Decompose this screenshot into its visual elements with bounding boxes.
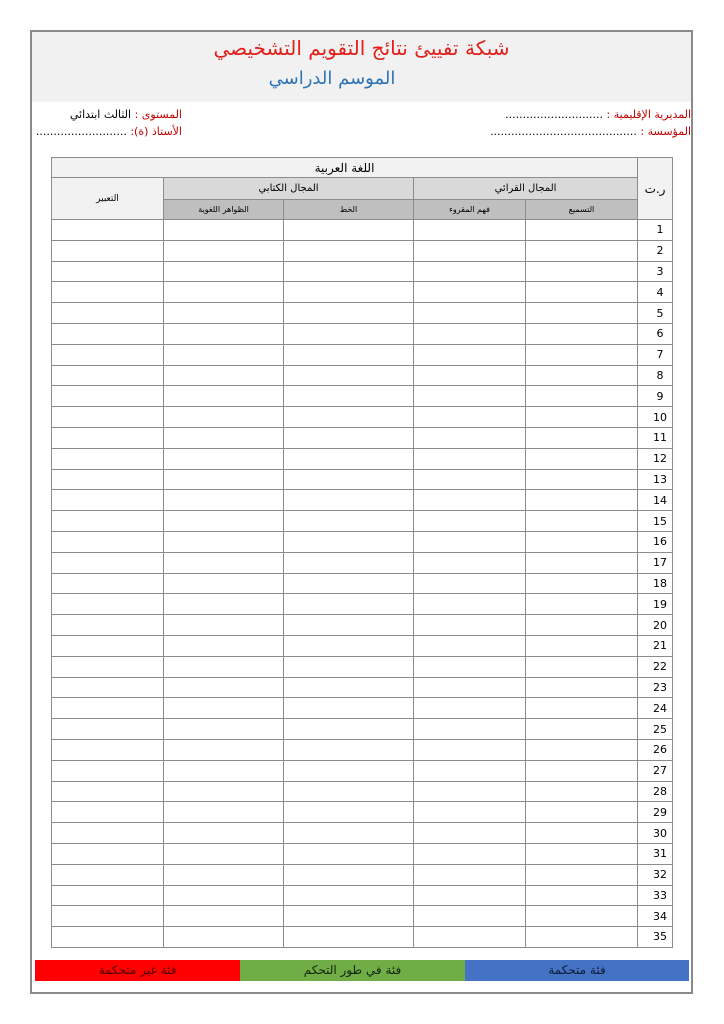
grade-cell[interactable]	[164, 427, 284, 448]
table-row	[52, 323, 673, 344]
table-row	[52, 843, 673, 864]
row-number: 23	[638, 677, 673, 698]
row-number: 13	[638, 469, 673, 490]
grade-cell[interactable]	[52, 802, 164, 823]
grade-cell[interactable]	[164, 864, 284, 885]
grade-cell[interactable]	[526, 906, 638, 927]
grade-cell[interactable]	[526, 927, 638, 948]
row-number: 14	[638, 490, 673, 511]
grade-cell[interactable]	[52, 511, 164, 532]
table-row	[52, 282, 673, 303]
row-number: 21	[638, 635, 673, 656]
row-number: 29	[638, 802, 673, 823]
grade-cell[interactable]	[526, 615, 638, 636]
row-number: 10	[638, 407, 673, 428]
row-number-header: ر.ت	[638, 158, 673, 220]
skill-header-recitation: التسميع	[526, 200, 638, 220]
grade-cell[interactable]	[414, 615, 526, 636]
grade-cell[interactable]	[526, 677, 638, 698]
grade-cell[interactable]	[284, 552, 414, 573]
grade-cell[interactable]	[52, 781, 164, 802]
institution-value: ..........................................	[490, 125, 637, 138]
teacher-label: الأستاذ (ة):	[126, 125, 182, 138]
table-row	[52, 760, 673, 781]
grade-cell[interactable]	[414, 220, 526, 241]
grade-cell[interactable]	[52, 739, 164, 760]
table-row	[52, 635, 673, 656]
legend-in-progress: فئة في طور التحكم	[240, 960, 465, 981]
grade-cell[interactable]	[284, 698, 414, 719]
grade-cell[interactable]	[284, 448, 414, 469]
table-row	[52, 719, 673, 740]
grade-cell[interactable]	[526, 635, 638, 656]
grade-cell[interactable]	[284, 407, 414, 428]
row-number: 17	[638, 552, 673, 573]
row-number: 19	[638, 594, 673, 615]
grade-cell[interactable]	[526, 282, 638, 303]
grade-cell[interactable]	[414, 282, 526, 303]
grade-cell[interactable]	[414, 240, 526, 261]
expression-header: التعبير	[52, 178, 164, 220]
subject-header: اللغة العربية	[52, 158, 638, 178]
table-row	[52, 261, 673, 282]
grade-cell[interactable]	[284, 240, 414, 261]
row-number: 35	[638, 927, 673, 948]
grade-cell[interactable]	[414, 407, 526, 428]
results-table	[51, 157, 673, 948]
grade-cell[interactable]	[52, 240, 164, 261]
grade-cell[interactable]	[164, 594, 284, 615]
grade-cell[interactable]	[414, 843, 526, 864]
row-number: 28	[638, 781, 673, 802]
table-row	[52, 656, 673, 677]
legend	[35, 960, 689, 981]
grade-cell[interactable]	[414, 760, 526, 781]
legend-not-mastered: فئة غير متحكمة	[35, 960, 240, 981]
table-row	[52, 615, 673, 636]
directorate-field	[505, 108, 691, 121]
grade-cell[interactable]	[526, 739, 638, 760]
table-row	[52, 531, 673, 552]
row-number: 9	[638, 386, 673, 407]
row-number: 25	[638, 719, 673, 740]
grade-cell[interactable]	[414, 573, 526, 594]
row-number: 20	[638, 615, 673, 636]
grade-cell[interactable]	[284, 427, 414, 448]
grade-cell[interactable]	[284, 677, 414, 698]
row-number: 34	[638, 906, 673, 927]
grade-cell[interactable]	[414, 261, 526, 282]
grade-cell[interactable]	[52, 885, 164, 906]
grade-cell[interactable]	[164, 282, 284, 303]
grade-cell[interactable]	[52, 864, 164, 885]
grade-cell[interactable]	[284, 469, 414, 490]
table-row	[52, 802, 673, 823]
grade-cell[interactable]	[164, 781, 284, 802]
grade-cell[interactable]	[414, 927, 526, 948]
table-row	[52, 220, 673, 241]
institution-label: المؤسسة :	[636, 125, 691, 138]
grade-cell[interactable]	[414, 448, 526, 469]
table-row	[52, 407, 673, 428]
grade-cell[interactable]	[164, 344, 284, 365]
grade-cell[interactable]	[414, 531, 526, 552]
grade-cell[interactable]	[414, 802, 526, 823]
grade-cell[interactable]	[526, 469, 638, 490]
row-number: 7	[638, 344, 673, 365]
grade-cell[interactable]	[164, 490, 284, 511]
grade-cell[interactable]	[52, 531, 164, 552]
grade-cell[interactable]	[414, 698, 526, 719]
teacher-value: ..........................	[35, 125, 127, 138]
grade-cell[interactable]	[414, 386, 526, 407]
table-row	[52, 594, 673, 615]
grade-cell[interactable]	[52, 344, 164, 365]
grade-cell[interactable]	[52, 615, 164, 636]
grade-cell[interactable]	[284, 906, 414, 927]
grade-cell[interactable]	[414, 656, 526, 677]
grade-cell[interactable]	[414, 511, 526, 532]
table-row	[52, 906, 673, 927]
legend-mastered: فئة متحكمة	[465, 960, 689, 981]
grade-cell[interactable]	[526, 427, 638, 448]
grade-cell[interactable]	[164, 906, 284, 927]
row-number: 11	[638, 427, 673, 448]
directorate-label: المديرية الإقليمية :	[603, 108, 691, 121]
level-label: المستوى :	[131, 108, 182, 121]
grade-cell[interactable]	[164, 220, 284, 241]
grade-cell[interactable]	[52, 677, 164, 698]
grade-cell[interactable]	[52, 282, 164, 303]
grade-cell[interactable]	[284, 719, 414, 740]
grade-cell[interactable]	[52, 906, 164, 927]
level-value: الثالث ابتدائي	[69, 108, 132, 121]
grade-cell[interactable]	[526, 365, 638, 386]
grade-cell[interactable]	[52, 927, 164, 948]
table-row	[52, 573, 673, 594]
table-row	[52, 448, 673, 469]
grade-cell[interactable]	[52, 490, 164, 511]
table-row	[52, 427, 673, 448]
grade-cell[interactable]	[526, 781, 638, 802]
table-row	[52, 511, 673, 532]
grade-cell[interactable]	[414, 781, 526, 802]
grade-cell[interactable]	[52, 448, 164, 469]
grade-cell[interactable]	[284, 739, 414, 760]
institution-field	[490, 125, 691, 138]
grade-cell[interactable]	[284, 594, 414, 615]
grade-cell[interactable]	[164, 261, 284, 282]
row-number: 30	[638, 823, 673, 844]
grade-cell[interactable]	[164, 635, 284, 656]
table-row	[52, 344, 673, 365]
grade-cell[interactable]	[164, 677, 284, 698]
grade-cell[interactable]	[164, 843, 284, 864]
grade-cell[interactable]	[526, 344, 638, 365]
grade-cell[interactable]	[52, 719, 164, 740]
grade-cell[interactable]	[414, 906, 526, 927]
row-number: 18	[638, 573, 673, 594]
row-number: 15	[638, 511, 673, 532]
grade-cell[interactable]	[164, 531, 284, 552]
grade-cell[interactable]	[164, 719, 284, 740]
grade-cell[interactable]	[526, 802, 638, 823]
grade-cell[interactable]	[52, 698, 164, 719]
grade-cell[interactable]	[284, 760, 414, 781]
grade-cell[interactable]	[284, 282, 414, 303]
grade-cell[interactable]	[526, 719, 638, 740]
grade-cell[interactable]	[414, 719, 526, 740]
grade-cell[interactable]	[52, 365, 164, 386]
grade-cell[interactable]	[164, 365, 284, 386]
grade-cell[interactable]	[164, 739, 284, 760]
table-row	[52, 739, 673, 760]
skill-header-reading-comprehension: فهم المقروء	[414, 200, 526, 220]
grade-cell[interactable]	[52, 656, 164, 677]
grade-cell[interactable]	[526, 303, 638, 324]
skill-header-linguistic-phenomena: الظواهر اللغوية	[164, 200, 284, 220]
grade-cell[interactable]	[284, 864, 414, 885]
row-number: 5	[638, 303, 673, 324]
grade-cell[interactable]	[52, 220, 164, 241]
grade-cell[interactable]	[526, 531, 638, 552]
grade-cell[interactable]	[164, 760, 284, 781]
row-number: 6	[638, 323, 673, 344]
grade-cell[interactable]	[52, 261, 164, 282]
grade-cell[interactable]	[526, 386, 638, 407]
grade-cell[interactable]	[526, 864, 638, 885]
row-number: 4	[638, 282, 673, 303]
grade-cell[interactable]	[284, 303, 414, 324]
grade-cell[interactable]	[284, 220, 414, 241]
reading-domain-header: المجال القرائي	[414, 178, 638, 200]
grade-cell[interactable]	[52, 573, 164, 594]
table-row	[52, 781, 673, 802]
row-number: 33	[638, 885, 673, 906]
grade-cell[interactable]	[526, 885, 638, 906]
row-number: 16	[638, 531, 673, 552]
grade-cell[interactable]	[164, 698, 284, 719]
grade-cell[interactable]	[414, 427, 526, 448]
table-row	[52, 365, 673, 386]
row-number: 1	[638, 220, 673, 241]
subject-header-row	[52, 158, 673, 178]
row-number: 12	[638, 448, 673, 469]
grade-cell[interactable]	[164, 386, 284, 407]
grade-cell[interactable]	[164, 927, 284, 948]
teacher-field	[36, 125, 182, 138]
table-row	[52, 240, 673, 261]
grade-cell[interactable]	[284, 615, 414, 636]
writing-domain-header: المجال الكتابي	[164, 178, 414, 200]
directorate-value: ............................	[505, 108, 604, 121]
grade-cell[interactable]	[164, 573, 284, 594]
grade-cell[interactable]	[52, 407, 164, 428]
grade-cell[interactable]	[526, 760, 638, 781]
row-number: 8	[638, 365, 673, 386]
grade-cell[interactable]	[52, 843, 164, 864]
table-row	[52, 885, 673, 906]
grade-cell[interactable]	[526, 698, 638, 719]
grade-cell[interactable]	[284, 511, 414, 532]
grade-cell[interactable]	[414, 823, 526, 844]
row-number: 32	[638, 864, 673, 885]
grade-cell[interactable]	[526, 220, 638, 241]
grade-cell[interactable]	[164, 885, 284, 906]
grade-cell[interactable]	[526, 823, 638, 844]
grade-cell[interactable]	[164, 656, 284, 677]
grade-cell[interactable]	[526, 261, 638, 282]
grade-cell[interactable]	[414, 739, 526, 760]
grade-cell[interactable]	[164, 303, 284, 324]
grade-cell[interactable]	[164, 511, 284, 532]
grade-cell[interactable]	[526, 843, 638, 864]
grade-cell[interactable]	[52, 386, 164, 407]
grade-cell[interactable]	[52, 760, 164, 781]
grade-cell[interactable]	[414, 365, 526, 386]
grade-cell[interactable]	[414, 469, 526, 490]
grade-cell[interactable]	[414, 490, 526, 511]
grade-cell[interactable]	[414, 677, 526, 698]
grade-cell[interactable]	[526, 552, 638, 573]
table-row	[52, 927, 673, 948]
grade-cell[interactable]	[164, 823, 284, 844]
grade-cell[interactable]	[52, 469, 164, 490]
grade-cell[interactable]	[414, 344, 526, 365]
grade-cell[interactable]	[52, 303, 164, 324]
table-row	[52, 552, 673, 573]
page-title: شبكة تفييئ نتائج التقويم التشخيصي	[213, 36, 510, 60]
grade-cell[interactable]	[526, 240, 638, 261]
grade-cell[interactable]	[414, 864, 526, 885]
grade-cell[interactable]	[414, 635, 526, 656]
grade-cell[interactable]	[284, 323, 414, 344]
grade-cell[interactable]	[284, 927, 414, 948]
row-number: 3	[638, 261, 673, 282]
grade-cell[interactable]	[284, 531, 414, 552]
row-number: 22	[638, 656, 673, 677]
table-row	[52, 469, 673, 490]
grade-cell[interactable]	[52, 323, 164, 344]
grade-cell[interactable]	[284, 656, 414, 677]
domain-header-row	[52, 178, 673, 200]
grade-cell[interactable]	[164, 407, 284, 428]
level-field	[70, 108, 182, 121]
grade-cell[interactable]	[284, 261, 414, 282]
grade-cell[interactable]	[526, 594, 638, 615]
grade-cell[interactable]	[164, 552, 284, 573]
grade-cell[interactable]	[52, 823, 164, 844]
grade-cell[interactable]	[164, 323, 284, 344]
grade-cell[interactable]	[526, 511, 638, 532]
grade-cell[interactable]	[284, 843, 414, 864]
grade-cell[interactable]	[164, 448, 284, 469]
grade-cell[interactable]	[526, 573, 638, 594]
grade-cell[interactable]	[164, 469, 284, 490]
grade-cell[interactable]	[526, 490, 638, 511]
grade-cell[interactable]	[164, 802, 284, 823]
grade-cell[interactable]	[526, 323, 638, 344]
school-year-subtitle: الموسم الدراسي	[268, 68, 396, 89]
row-number: 24	[638, 698, 673, 719]
grade-cell[interactable]	[526, 448, 638, 469]
grade-cell[interactable]	[284, 635, 414, 656]
skill-header-handwriting: الخط	[284, 200, 414, 220]
grade-cell[interactable]	[284, 386, 414, 407]
grade-cell[interactable]	[164, 240, 284, 261]
grade-cell[interactable]	[526, 656, 638, 677]
table-row	[52, 677, 673, 698]
grade-cell[interactable]	[284, 781, 414, 802]
grade-cell[interactable]	[284, 573, 414, 594]
table-row	[52, 823, 673, 844]
grade-cell[interactable]	[164, 615, 284, 636]
table-row	[52, 864, 673, 885]
grade-cell[interactable]	[52, 635, 164, 656]
grade-cell[interactable]	[284, 490, 414, 511]
table-row	[52, 698, 673, 719]
row-number: 31	[638, 843, 673, 864]
table-row	[52, 490, 673, 511]
grade-cell[interactable]	[414, 552, 526, 573]
table-row	[52, 386, 673, 407]
grade-cell[interactable]	[414, 303, 526, 324]
grade-cell[interactable]	[414, 885, 526, 906]
grade-cell[interactable]	[52, 594, 164, 615]
row-number: 2	[638, 240, 673, 261]
row-number: 27	[638, 760, 673, 781]
grade-cell[interactable]	[414, 323, 526, 344]
grade-cell[interactable]	[52, 552, 164, 573]
grade-cell[interactable]	[284, 885, 414, 906]
grade-cell[interactable]	[284, 365, 414, 386]
grade-cell[interactable]	[284, 823, 414, 844]
grade-cell[interactable]	[414, 594, 526, 615]
grade-cell[interactable]	[284, 802, 414, 823]
grade-cell[interactable]	[526, 407, 638, 428]
table-row	[52, 303, 673, 324]
row-number: 26	[638, 739, 673, 760]
grade-cell[interactable]	[284, 344, 414, 365]
grade-cell[interactable]	[52, 427, 164, 448]
